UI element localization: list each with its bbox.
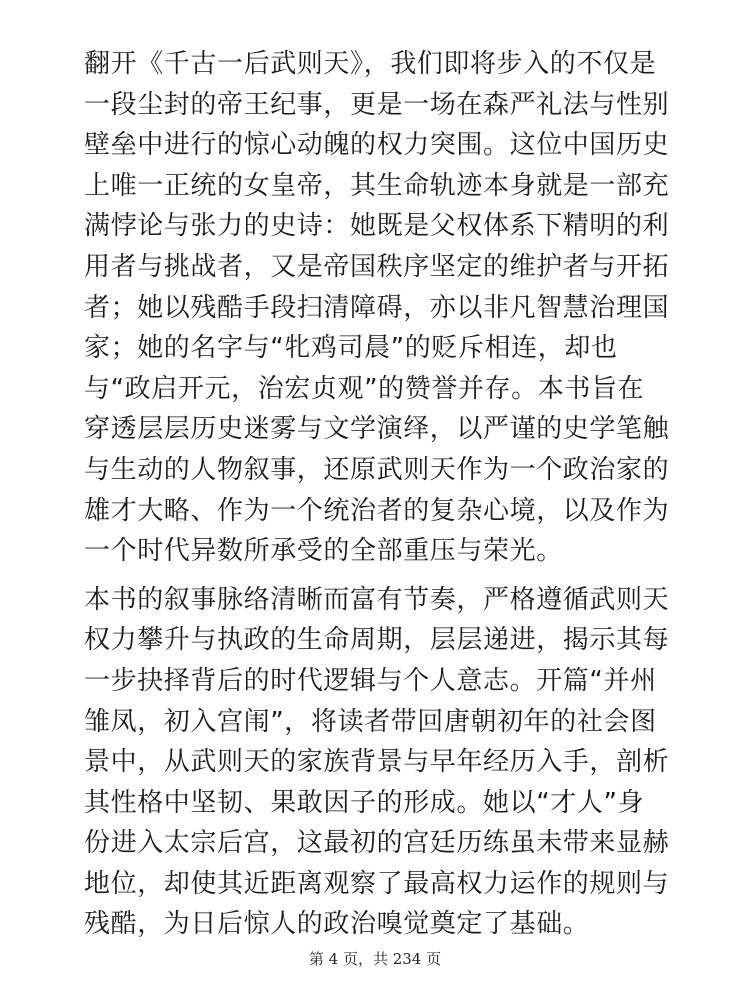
page-footer: 第 4 页，共 234 页	[308, 950, 442, 968]
text-line: 一步抉择背后的时代逻辑与个人意志。开篇“并州	[84, 665, 657, 696]
text-line: 权力攀升与执政的生命周期，层层递进，揭示其每	[84, 625, 670, 656]
text-line: 残酷，为日后惊人的政治嗅觉奠定了基础。	[84, 909, 590, 940]
text-line: 翻开《千古一后武则天》，我们即将步入的不仅是	[84, 49, 657, 79]
text-line: 穿透层层历史迷雾与文学演绎，以严谨的史学笔触	[84, 414, 670, 445]
text-line: 份进入太宗后宫，这最初的宫廷历练虽未带来显赫	[84, 828, 670, 859]
paragraph-2	[84, 580, 688, 945]
text-line: 其性格中坚韧、果敢因子的形成。她以“才人”身	[84, 787, 645, 818]
text-line: 壁垒中进行的惊心动魄的权力突围。这位中国历史	[84, 130, 670, 161]
text-line: 家；她的名字与“牝鸡司晨”的贬斥相连，却也	[84, 333, 618, 364]
text-line: 者；她以残酷手段扫清障碍，亦以非凡智慧治理国	[84, 292, 670, 323]
text-line: 雏凤，初入宫闱”，将读者带回唐朝初年的社会图	[84, 706, 657, 737]
text-line: 与“政启开元，治宏贞观”的赞誉并存。本书旨在	[84, 373, 645, 404]
text-line: 一个时代异数所承受的全部重压与荣光。	[84, 536, 563, 567]
text-line: 本书的叙事脉络清晰而富有节奏，严格遵循武则天	[84, 584, 670, 615]
text-line: 上唯一正统的女皇帝，其生命轨迹本身就是一部充	[84, 170, 670, 201]
text-line: 一段尘封的帝王纪事，更是一场在森严礼法与性别	[84, 89, 670, 120]
text-line: 雄才大略、作为一个统治者的复杂心境，以及作为	[84, 495, 670, 526]
text-line: 用者与挑战者，又是帝国秩序坚定的维护者与开拓	[84, 251, 670, 282]
text-line: 地位，却使其近距离观察了最高权力运作的规则与	[84, 868, 670, 899]
text-line: 与生动的人物叙事，还原武则天作为一个政治家的	[84, 454, 670, 485]
body-text	[84, 44, 688, 945]
text-line: 景中，从武则天的家族背景与早年经历入手，剖析	[84, 747, 670, 778]
text-line: 满悖论与张力的史诗：她既是父权体系下精明的利	[84, 211, 670, 242]
paragraph-1	[84, 44, 688, 572]
